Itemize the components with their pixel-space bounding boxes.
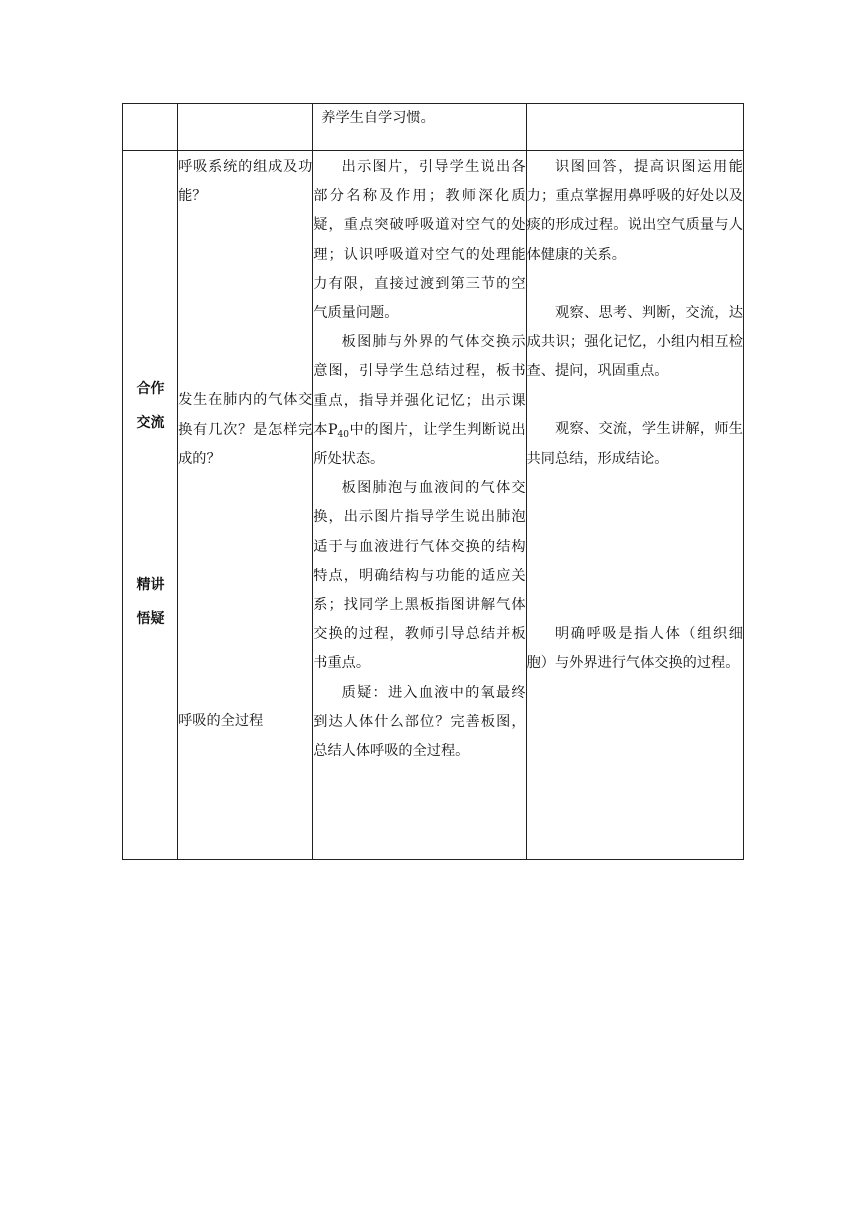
teacher-paragraph-3: 板图肺泡与血液间的气体交换，出示图片指导学生说出肺泡适于与血液进行气体交换的结构特点，明确结构与功能的适应关系；找同学上黑板指图讲解气体交换的过程，教师引导总结并板书重点。 [313,480,526,672]
question-cell [178,104,313,151]
student-paragraph-1: 识图回答，提高识图运用能力；重点掌握用鼻呼吸的好处以及痰的形成过程。说出空气质量与人体健康的关系。 [526,159,743,263]
table-row [123,151,744,860]
student-paragraph-4: 明确呼吸是指人体（组织细胞）与外界进行气体交换的过程。 [526,625,743,672]
question-cell [178,151,313,860]
stage-label-cooperation [123,375,178,437]
student-paragraph-2: 观察、思考、判断，交流，达成共识；强化记忆，小组内相互检查、提问，巩固重点。 [526,304,743,380]
stage-label-line: 悟疑 [136,611,165,627]
stage-label-line: 交流 [136,415,165,431]
question-2: 发生在肺内的气体交换有几次？是怎样完成的？ [178,392,313,467]
teacher-activity-cell [313,151,526,860]
question-1: 呼吸系统的组成及功能？ [178,159,313,205]
teacher-paragraph-1: 出示图片，引导学生说出各部分名称及作用；教师深化质疑，重点突破呼吸道对空气的处理；认识呼吸道对空气的处理能力有限，直接过渡到第三节的空气质量问题。 [313,159,526,322]
student-paragraph-3: 观察、交流，学生讲解，师生共同总结，形成结论。 [526,421,743,467]
table-row [123,104,744,151]
teacher-paragraph-4: 质疑：进入血液中的氧最终到达人体什么部位？完善板图，总结人体呼吸的全过程。 [313,684,526,760]
student-activity-cell [526,151,743,860]
teacher-activity-text: 养学生自学习惯。 [321,110,435,126]
stage-cell [123,104,178,151]
stage-label-line: 合作 [136,381,165,397]
teacher-paragraph-2-start: 板图肺与外界的气体交换示意图，引导学生总结过程，板书重点，指导并强化记忆；出示课本P [313,334,526,438]
stage-label-explain [123,571,178,633]
teacher-paragraph-2-end: 中的图片，让学生判断说出所处状态。 [313,421,526,468]
lesson-plan-table [122,103,744,860]
question-3: 呼吸的全过程 [178,713,264,730]
stage-cell [123,151,178,860]
page-number-subscript: 40 [337,429,349,440]
stage-label-line: 精讲 [136,577,165,593]
teacher-paragraph-2 [313,328,525,474]
student-activity-cell [526,104,743,151]
teacher-activity-cell [313,104,526,151]
